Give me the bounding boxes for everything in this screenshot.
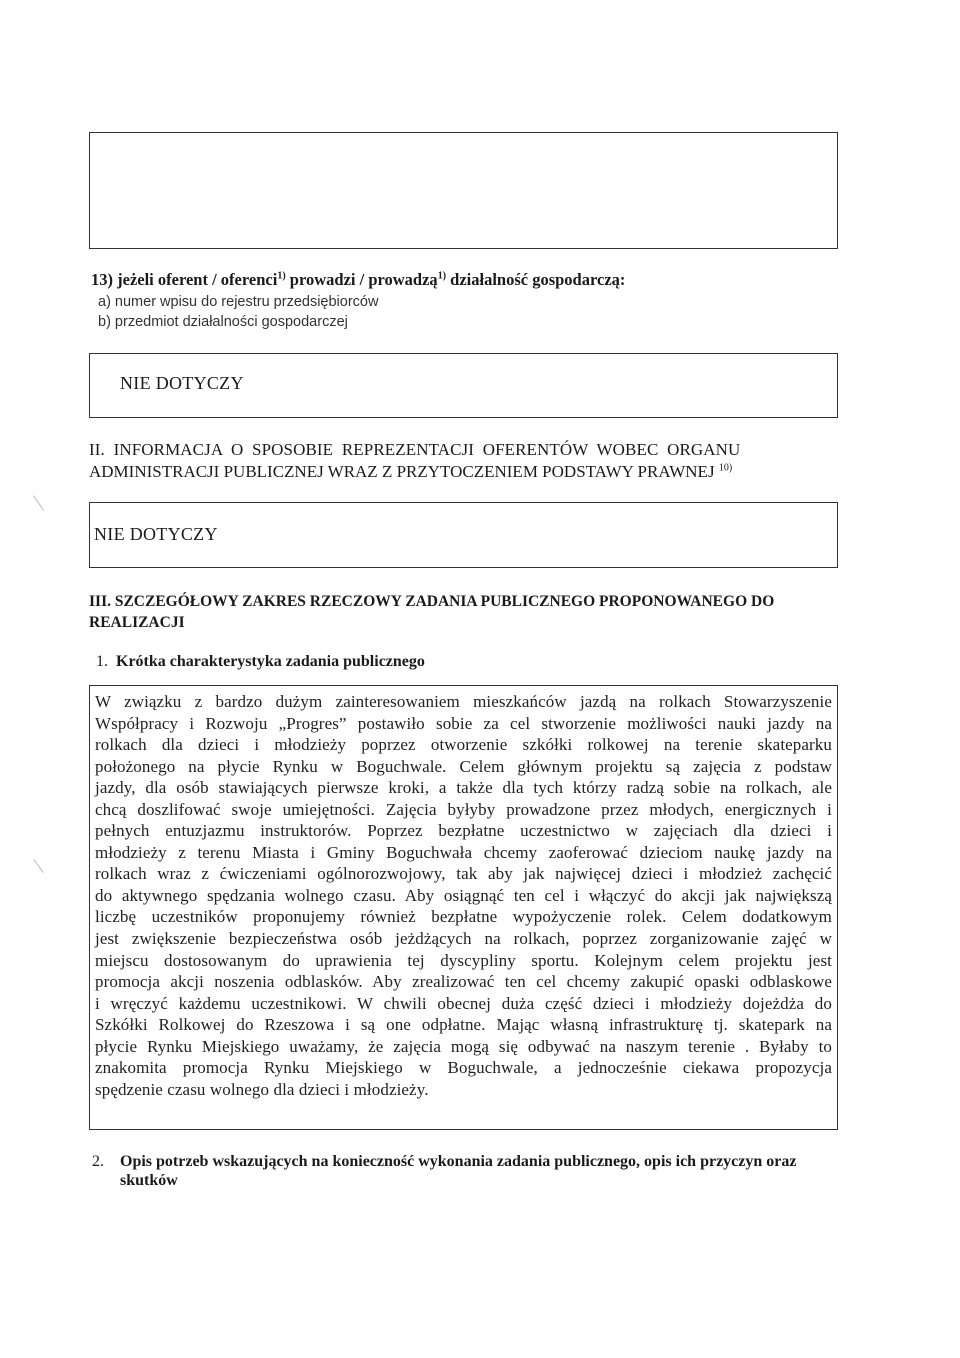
section-ii-answer-box	[89, 502, 838, 568]
heading-part-c: działalność gospodarczą:	[446, 270, 626, 289]
description-line: Szkółki Rolkowej do Rzeszowa i są one odpłatne. Mając własną infrastrukturę tj. skatepark na	[95, 1015, 832, 1035]
heading-part-a: 13) jeżeli oferent / oferenci	[91, 270, 278, 289]
point-2-heading	[92, 1152, 872, 1190]
section-13-item-a: a) numer wpisu do rejestru przedsiębiorców	[98, 294, 379, 310]
description-line: pełnych entuzjazmu instruktorów. Poprzez bezpłatne uczestnictwo w zajęciach dla dzieci i	[95, 821, 832, 841]
footnote-ref: 10)	[718, 462, 733, 474]
description-line: do aktywnego spędzania wolnego czasu. Aby osiągnąć ten cel i włączyć do akcji jak największą	[95, 885, 832, 905]
description-line: i wręczyć każdemu uczestnikowi. W chwili obecnej duża część dzieci i młodzieży dojeżdża do	[95, 993, 832, 1013]
description-line: znakomita promocja Rynku Miejskiego w Boguchwale, a jednocześnie ciekawa propozycja	[95, 1058, 832, 1078]
description-line: spędzenie czasu wolnego dla dzieci i młodzieży.	[95, 1079, 429, 1099]
point-1-heading	[96, 652, 425, 672]
section-ii-heading-line2	[89, 462, 732, 482]
section-iii-heading-line1: III. SZCZEGÓŁOWY ZAKRES RZECZOWY ZADANIA PUBLICZNEGO PROPONOWANEGO DO	[89, 593, 775, 610]
description-line: jest zwiększenie bezpieczeństwa osób jeżdżących na rolkach, poprzez zorganizowanie zajęć w	[95, 929, 832, 949]
description-text	[95, 691, 832, 1100]
section-13-answer-text: NIE DOTYCZY	[120, 373, 244, 393]
point-2-number: 2.	[92, 1153, 104, 1170]
footnote-ref: 1)	[437, 270, 447, 282]
description-box	[89, 685, 838, 1130]
description-line: płycie Rynku Miejskiego uważamy, że zajęcia mogą się odbywać na naszym terenie . Byłaby to	[95, 1036, 832, 1056]
scan-mark	[33, 495, 44, 510]
description-line: promocja akcji noszenia odblasków. Aby zrealizować ten cel chcemy zakupić opaski odblaskowe	[95, 972, 832, 992]
description-line: miejscu dostosowanym do uprawienia tej dyscypliny sportu. Kolejnym celem projektu jest	[95, 950, 832, 970]
description-line: chcą doszlifować swoje umiejętności. Zajęcia byłyby prowadzone przez młodych, energicznych i	[95, 799, 832, 819]
empty-field-box	[89, 132, 838, 249]
section-13-answer-box	[89, 353, 838, 418]
section-13-item-b: b) przedmiot działalności gospodarczej	[98, 314, 348, 330]
scan-mark	[34, 859, 44, 873]
description-line: Współpracy i Rozwoju „Progres” postawiło sobie za cel stworzenie możliwości nauki jazdy na	[95, 713, 832, 733]
point-2-line2: skutków	[120, 1172, 178, 1189]
section-13-heading	[91, 270, 831, 290]
point-1-number: 1.	[96, 653, 108, 670]
point-2-title: Opis potrzeb wskazujących na konieczność wykonania zadania publicznego, opis ich przyczyn oraz	[120, 1153, 797, 1170]
description-line: jazdy, dla osób stawiających pierwsze kroki, a także dla tych którzy radzą sobie na rolkach, ale	[95, 778, 832, 798]
footnote-ref: 1)	[277, 270, 286, 282]
point-1-title: Krótka charakterystyka zadania publicznego	[116, 653, 425, 670]
description-line: młodzieży z terenu Miasta i Gminy Boguchwała chcemy zaoferować dzieciom naukę jazdy na	[95, 842, 832, 862]
description-line: rolkach wraz z ćwiczeniami ogólnorozwojowy, tak aby jak najwięcej dzieci i młodzież zachęcić	[95, 864, 832, 884]
section-ii-answer-text: NIE DOTYCZY	[94, 524, 218, 544]
description-line: położonego na płycie Rynku w Boguchwale. Celem głównym projektu są zajęcia z podstaw	[95, 756, 832, 776]
description-line: rolkach dla dzieci i młodzieży poprzez otworzenie szkółki rolkowej na terenie skateparku	[95, 735, 832, 755]
section-ii-heading-text: ADMINISTRACJI PUBLICZNEJ WRAZ Z PRZYTOCZENIEM PODSTAWY PRAWNEJ	[89, 462, 715, 481]
point-2-line1	[92, 1152, 872, 1171]
description-line: W związku z bardzo dużym zainteresowaniem mieszkańców jazdą na rolkach Stowarzyszenie	[95, 692, 832, 711]
heading-part-b: prowadzi / prowadzą	[285, 270, 438, 289]
section-iii-heading-line2: REALIZACJI	[89, 614, 185, 631]
section-ii-heading-line1: II. INFORMACJA O SPOSOBIE REPREZENTACJI OFERENTÓW WOBEC ORGANU	[89, 440, 741, 459]
description-line: liczbę uczestników proponujemy również bezpłatne wypożyczenie rolek. Celem dodatkowym	[95, 907, 832, 927]
